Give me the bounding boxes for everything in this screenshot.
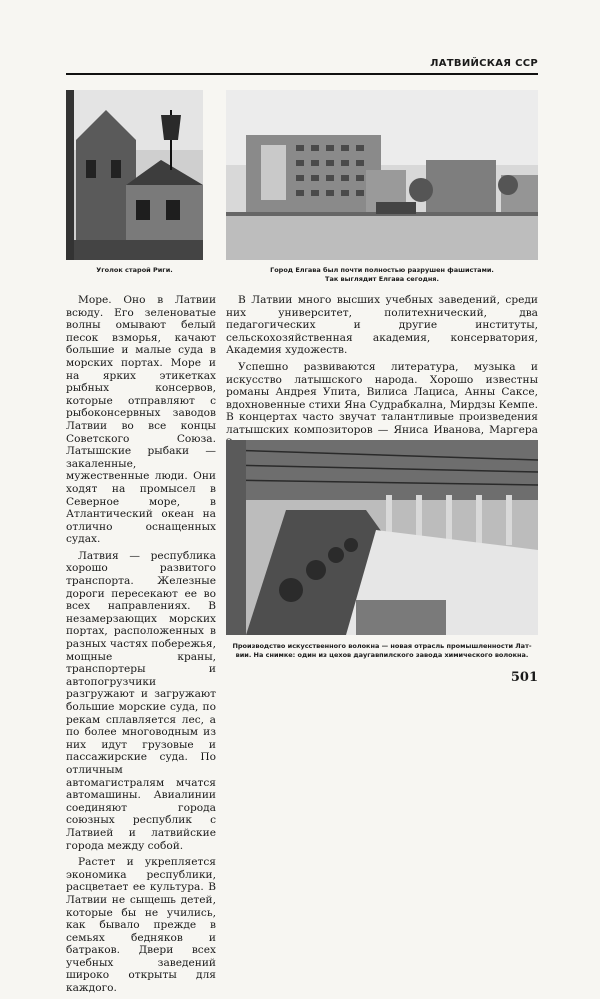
- section-title: ЛАТВИЙСКАЯ ССР: [430, 58, 538, 69]
- caption-factory: [226, 642, 538, 659]
- left-paragraph-2: Латвия — республика хорошо развитого транспорта. Железные дороги пересекают ее во всех направлениях. В незамерзающих морских портах, расположенных в разных частях побережья, мощные краны, транспортеры и автопогрузчики разгружают и загружают большие морские суда, по рекам сплавляется лес, а по более многоводным из них идут грузовые и пассажирские суда. По отличным автомагистралям мчатся автомашины. Авиалинии соединяют города союзных республик с Латвией и латвийские города между собой.: [66, 549, 216, 852]
- caption-factory-line2: вии. На снимке: один из цехов даугавпилского завода химического волокна.: [235, 650, 529, 659]
- caption-jelgava-line2: Так выглядит Елгава сегодня.: [325, 274, 439, 283]
- page-number: 501: [510, 670, 538, 685]
- left-column: [66, 294, 216, 999]
- photo-jelgava: [226, 90, 538, 260]
- right-paragraph-2: Успешно развиваются литература, музыка и искусство латышского народа. Хорошо известны романы Андрея Упита, Вилиса Лациса, Анны Саксе, вдохновенные стихи Яна Судрабкална, Мирдзы Кемпе. В концертах часто звучат талантливые произведения латышских композиторов — Яниса Иванова, Маргера: [226, 360, 538, 436]
- right-paragraph-1: В Латвии много высших учебных заведений, среди них университет, политехнический, два педагогических и другие институты, сельскохозяйственная академия, консерватория, Академия художеств.: [226, 294, 538, 357]
- caption-jelgava-line1: Город Елгава был почти полностью разрушен фашистами.: [270, 266, 494, 274]
- right-column: [226, 294, 538, 453]
- caption-jelgava: [226, 266, 538, 283]
- caption-factory-line1: Производство искусственного волокна — новая отрасль промышленности Лат-: [232, 642, 532, 650]
- photo-old-riga: [66, 90, 203, 260]
- header-rule: [66, 73, 538, 75]
- photo-factory: [226, 440, 538, 635]
- caption-riga: Уголок старой Риги.: [96, 266, 173, 274]
- left-paragraph-1: Море. Оно в Латвии всюду. Его зеленоватые волны омывают белый песок взморья, качают большие и малые суда в морских портах. Море и на ярких этикетках рыбных консервов, которые отправляют с рыбоконсервных заводов Латвии во все концы Советского Союза. Латышские рыбаки — закаленные, мужественные люди. Они ходят на промысел в Северное море, в Атлантический океан на отлично оснащенных судах.: [66, 294, 216, 546]
- left-paragraph-3: Растет и укрепляется экономика республики, расцветает ее культура. В Латвии не сыщешь детей, которые бы не учились, как бывало прежде в семьях бедняков и батраков. Двери всех учебных заведений широко открыты для каждого.: [66, 856, 216, 995]
